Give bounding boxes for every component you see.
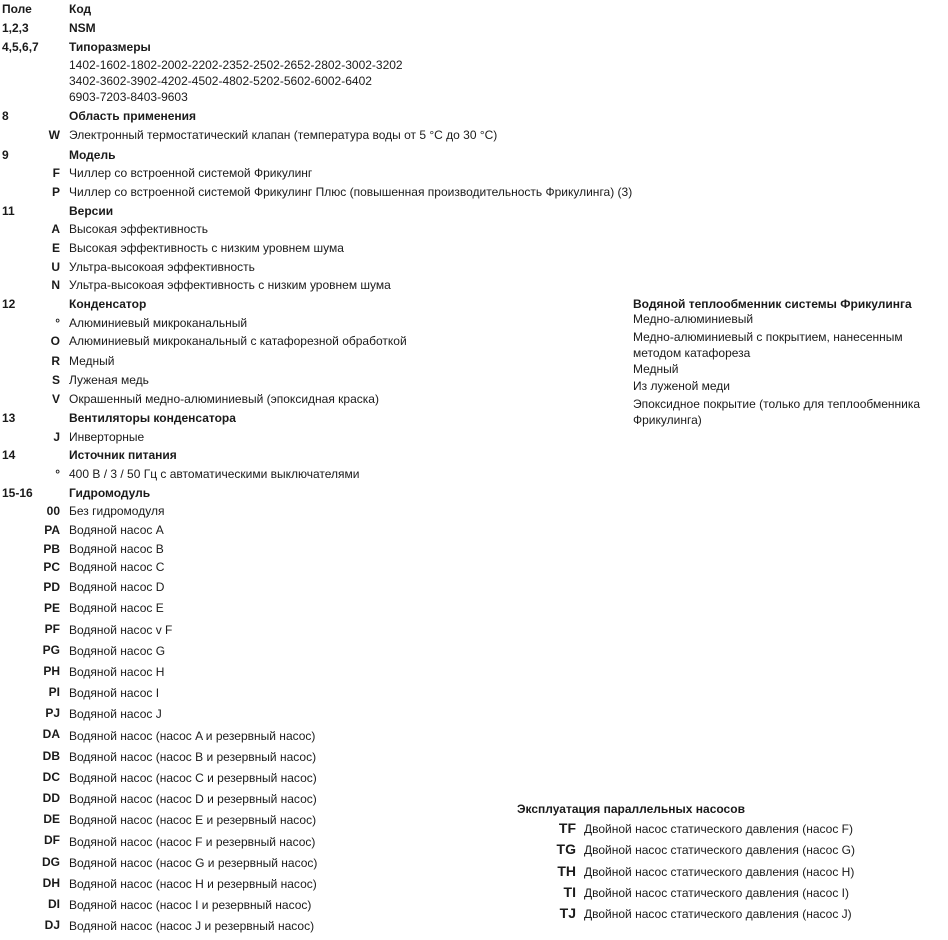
- option-code: O: [50, 334, 60, 348]
- option-code: DG: [42, 855, 60, 869]
- option-code: DH: [42, 876, 60, 890]
- field-title: Область применения: [69, 109, 197, 123]
- option-code: 00: [46, 504, 60, 518]
- option-code: W: [48, 128, 60, 142]
- parallel-pumps-title: Эксплуатация параллельных насосов: [517, 802, 745, 816]
- field-title: Типоразмеры: [69, 40, 151, 54]
- option-text: Двойной насос статического давления (насос I): [584, 886, 849, 900]
- option-code: DI: [48, 897, 60, 911]
- option-code: E: [51, 241, 60, 255]
- option-code: TH: [557, 863, 576, 879]
- option-code: PJ: [45, 706, 60, 720]
- option-text: Водяной насос (насос B и резервный насос): [69, 750, 317, 764]
- field-title: Вентиляторы конденсатора: [69, 411, 236, 425]
- option-code: PH: [43, 664, 60, 678]
- option-text: Электронный термостатический клапан (температура воды от 5 °С до 30 °С): [69, 128, 498, 142]
- field-title: Источник питания: [69, 448, 177, 462]
- option-text: Двойной насос статического давления (насос G): [584, 843, 855, 857]
- option-text: Водяной насос A: [69, 523, 164, 537]
- option-text: Ультра-высокоая эффективность с низким уровнем шума: [69, 278, 391, 292]
- option-text: Водяной насос (насос A и резервный насос): [69, 729, 316, 743]
- option-code: DB: [42, 749, 60, 763]
- option-text: Медный: [69, 354, 115, 368]
- field-number: 9: [2, 148, 9, 162]
- code-column-header: Код: [69, 2, 92, 16]
- option-code: °: [55, 467, 60, 481]
- option-text: Водяной насос (насос D и резервный насос): [69, 792, 317, 806]
- field-number: 8: [2, 109, 9, 123]
- freecooling-hx-item: Медно-алюминиевый: [633, 312, 754, 326]
- option-code: PI: [48, 685, 60, 699]
- option-text: Водяной насос J: [69, 707, 162, 721]
- field-number: 14: [2, 448, 16, 462]
- field-title: Модель: [69, 148, 116, 162]
- option-text: Алюминиевый микроканальный: [69, 316, 248, 330]
- option-code: TG: [556, 841, 576, 857]
- option-code: PB: [43, 542, 60, 556]
- option-code: DJ: [44, 918, 60, 932]
- option-code: DC: [42, 770, 60, 784]
- field-number: 4,5,6,7: [2, 40, 39, 54]
- option-code: DE: [43, 812, 60, 826]
- option-text: Алюминиевый микроканальный с катафорезной обработкой: [69, 334, 407, 348]
- option-text: Без гидромодуля: [69, 504, 165, 518]
- option-text: Водяной насос H: [69, 665, 165, 679]
- field-column-header: Поле: [2, 2, 32, 16]
- option-text: Водяной насос I: [69, 686, 160, 700]
- option-code: S: [51, 373, 60, 387]
- option-text: Водяной насос C: [69, 560, 165, 574]
- option-text: Водяной насос (насос E и резервный насос): [69, 813, 317, 827]
- option-code: V: [51, 392, 60, 406]
- freecooling-hx-title: Водяной теплообменник системы Фрикулинга: [633, 297, 912, 311]
- field-title: Гидромодуль: [69, 486, 151, 500]
- option-text: Водяной насос v F: [69, 623, 173, 637]
- option-code: TF: [558, 820, 576, 836]
- field-number: 1,2,3: [2, 21, 29, 35]
- option-text: Чиллер со встроенной системой Фрикулинг: [69, 166, 313, 180]
- option-code: DF: [44, 833, 60, 847]
- option-text: Двойной насос статического давления (насос F): [584, 822, 853, 836]
- option-text: Высокая эффективность: [69, 222, 209, 236]
- option-text: Двойной насос статического давления (насос H): [584, 865, 855, 879]
- option-code: PD: [43, 580, 60, 594]
- field-title: Версии: [69, 204, 114, 218]
- option-text: Водяной насос D: [69, 580, 165, 594]
- option-code: PC: [43, 560, 60, 574]
- field-title: Конденсатор: [69, 297, 147, 311]
- option-code: PG: [42, 643, 60, 657]
- option-text: 400 В / 3 / 50 Гц с автоматическими выключателями: [69, 467, 360, 481]
- option-code: °: [55, 316, 60, 330]
- option-code: PF: [44, 622, 60, 636]
- freecooling-hx-item: Медный: [633, 362, 679, 376]
- size-line: 3402-3602-3902-4202-4502-4802-5202-5602-6002-6402: [69, 74, 372, 88]
- field-number: 12: [2, 297, 16, 311]
- option-code: TI: [563, 884, 576, 900]
- option-code: A: [51, 222, 60, 236]
- option-code: U: [51, 260, 60, 274]
- option-code: PE: [43, 601, 60, 615]
- option-text: Водяной насос (насос G и резервный насос): [69, 856, 318, 870]
- size-line: 1402-1602-1802-2002-2202-2352-2502-2652-2802-3002-3202: [69, 58, 403, 72]
- field-code-value: NSM: [69, 21, 96, 35]
- option-text: Инверторные: [69, 430, 145, 444]
- option-text: Окрашенный медно-алюминиевый (эпоксидная краска): [69, 392, 379, 406]
- option-text: Водяной насос G: [69, 644, 166, 658]
- option-code: DD: [42, 791, 60, 805]
- option-text: Ультра-высокоая эффективность: [69, 260, 255, 274]
- option-text: Водяной насос (насос J и резервный насос): [69, 919, 315, 933]
- option-text: Водяной насос B: [69, 542, 164, 556]
- option-text: Водяной насос (насос H и резервный насос): [69, 877, 317, 891]
- option-code: DA: [42, 727, 60, 741]
- option-code: R: [51, 354, 60, 368]
- option-text: Двойной насос статического давления (насос J): [584, 907, 852, 921]
- option-text: Водяной насос (насос F и резервный насос): [69, 835, 316, 849]
- option-code: PA: [44, 523, 60, 537]
- option-text: Водяной насос (насос C и резервный насос): [69, 771, 317, 785]
- option-text: Луженая медь: [69, 373, 149, 387]
- option-text: Водяной насос E: [69, 601, 164, 615]
- option-code: N: [51, 278, 60, 292]
- option-text: Высокая эффективность с низким уровнем шума: [69, 241, 344, 255]
- field-number: 13: [2, 411, 16, 425]
- option-code: J: [53, 430, 60, 444]
- freecooling-hx-item: Из луженой меди: [633, 379, 731, 393]
- option-code: P: [51, 185, 60, 199]
- size-line: 6903-7203-8403-9603: [69, 90, 188, 104]
- freecooling-hx-item: Эпоксидное покрытие (только для теплообменника Фрикулинга): [633, 397, 921, 427]
- field-number: 11: [2, 204, 15, 218]
- option-text: Чиллер со встроенной системой Фрикулинг Плюс (повышенная производительность Фрикулинга) (3): [69, 185, 633, 199]
- option-code: F: [52, 166, 60, 180]
- option-text: Водяной насос (насос I и резервный насос): [69, 898, 312, 912]
- option-code: TJ: [559, 905, 576, 921]
- freecooling-hx-item: Медно-алюминиевый с покрытием, нанесенным методом катафореза: [633, 330, 903, 360]
- field-number: 15-16: [2, 486, 33, 500]
